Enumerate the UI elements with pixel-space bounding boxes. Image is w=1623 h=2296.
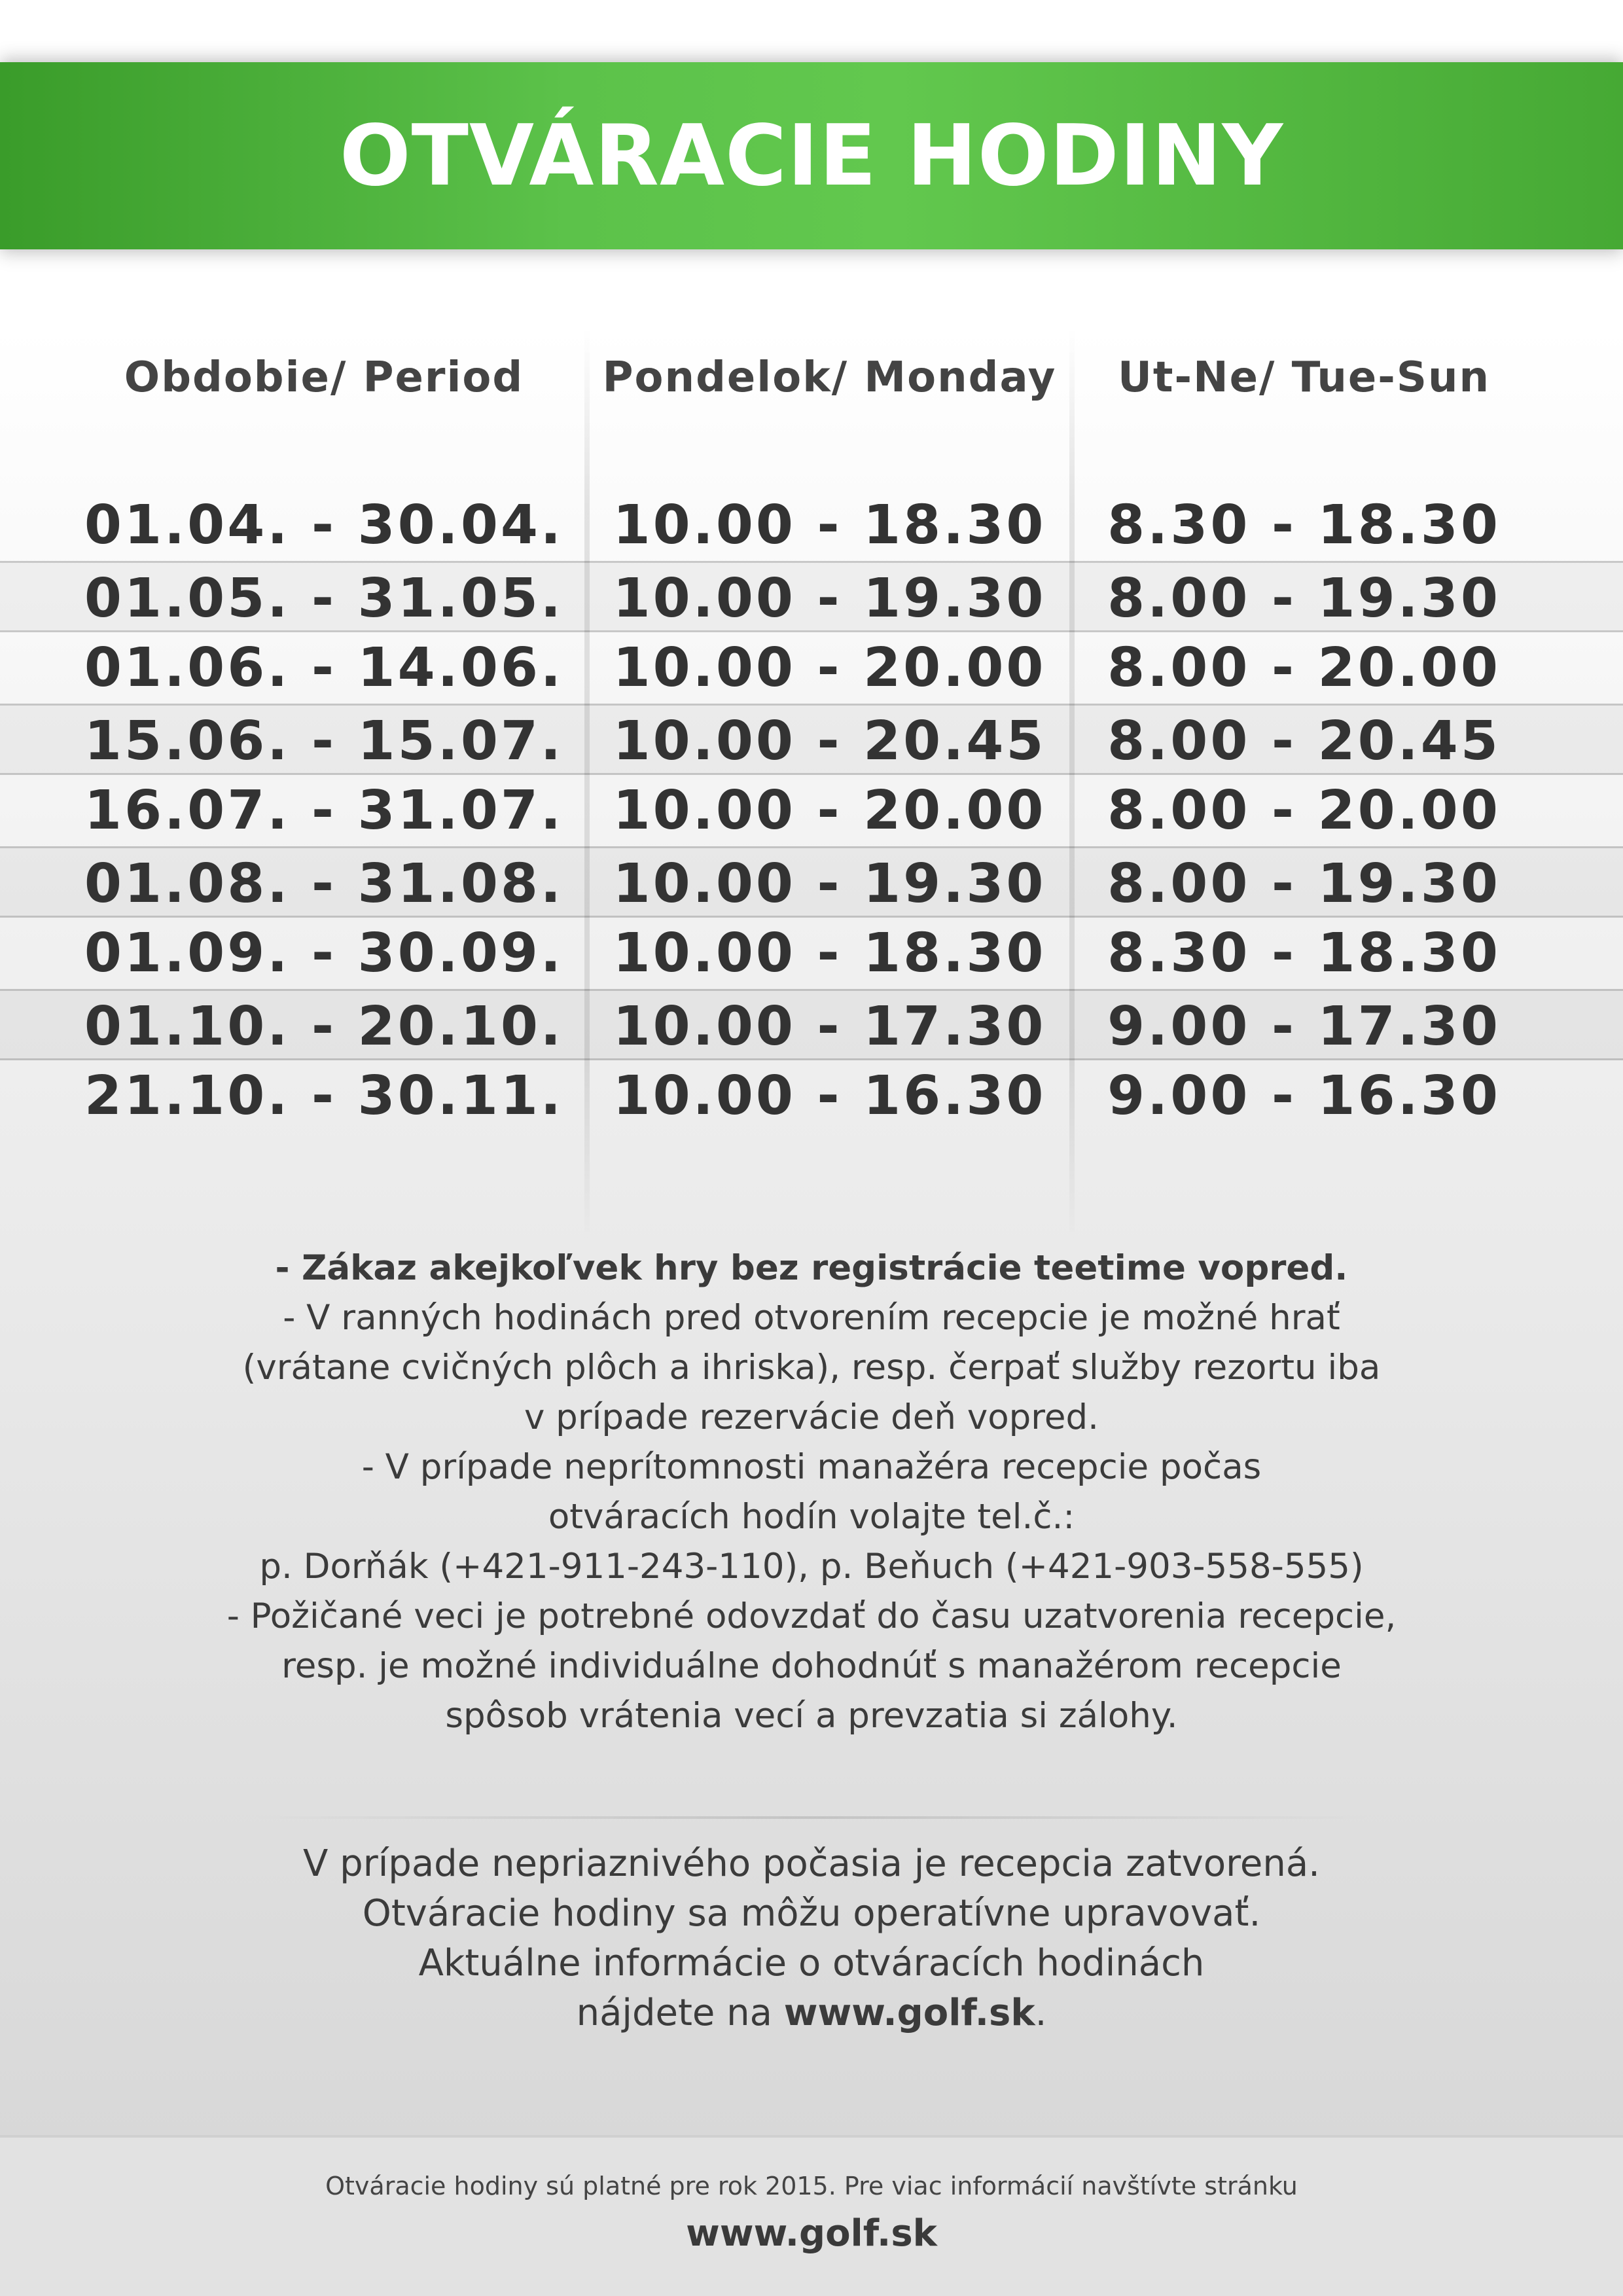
table-row <box>0 846 1623 918</box>
table-row <box>0 490 1623 561</box>
weather-notice <box>157 1839 1466 2038</box>
monday-cell: 10.00 - 20.00 <box>613 780 1046 842</box>
note-line: - Zákaz akejkoľvek hry bez registrácie teetime vopred. <box>275 1248 1348 1288</box>
title-banner <box>0 62 1623 249</box>
note-line: spôsob vrátenia vecí a prevzatia si zálohy. <box>445 1696 1178 1736</box>
table-row <box>0 1060 1623 1132</box>
section-divider <box>249 1816 1374 1819</box>
period-cell: 21.10. - 30.11. <box>84 1065 564 1127</box>
table-header <box>0 353 1623 412</box>
note-line: - V prípade neprítomnosti manažéra recepcie počas <box>361 1447 1262 1487</box>
monday-cell: 10.00 - 18.30 <box>613 922 1046 984</box>
note-line: resp. je možné individuálne dohodnúť s manažérom recepcie <box>281 1646 1342 1686</box>
header-monday: Pondelok/ Monday <box>602 353 1057 402</box>
page-title: OTVÁRACIE HODINY <box>339 107 1284 205</box>
period-cell: 16.07. - 31.07. <box>84 780 564 842</box>
monday-cell: 10.00 - 19.30 <box>613 853 1046 915</box>
period-cell: 01.10. - 20.10. <box>84 996 564 1058</box>
tue-sun-cell: 8.30 - 18.30 <box>1107 494 1501 556</box>
monday-cell: 10.00 - 19.30 <box>613 567 1046 630</box>
table-row <box>0 918 1623 989</box>
table-row <box>0 704 1623 775</box>
note-line: otváracích hodín volajte tel.č.: <box>548 1497 1075 1537</box>
tue-sun-cell: 8.00 - 19.30 <box>1107 567 1501 630</box>
monday-cell: 10.00 - 17.30 <box>613 996 1046 1058</box>
monday-cell: 10.00 - 18.30 <box>613 494 1046 556</box>
header-tue-sun: Ut-Ne/ Tue-Sun <box>1117 353 1491 402</box>
monday-cell: 10.00 - 16.30 <box>613 1065 1046 1127</box>
note-line: v prípade rezervácie deň vopred. <box>524 1397 1099 1437</box>
weather-line: V prípade nepriaznivého počasia je recepcia zatvorená. <box>303 1842 1320 1885</box>
tue-sun-cell: 8.00 - 20.00 <box>1107 637 1501 699</box>
weather-line-suffix: . <box>1035 1992 1047 2034</box>
table-row <box>0 561 1623 632</box>
tue-sun-cell: 8.00 - 19.30 <box>1107 853 1501 915</box>
tue-sun-cell: 9.00 - 17.30 <box>1107 996 1501 1058</box>
weather-line: Aktuálne informácie o otváracích hodinách <box>418 1942 1205 1984</box>
website-link[interactable]: www.golf.sk <box>783 1992 1035 2034</box>
tue-sun-cell: 9.00 - 16.30 <box>1107 1065 1501 1127</box>
period-cell: 15.06. - 15.07. <box>84 710 564 772</box>
table-row <box>0 632 1623 704</box>
weather-line-prefix: nájdete na <box>576 1992 784 2034</box>
period-cell: 01.05. - 31.05. <box>84 567 564 630</box>
tue-sun-cell: 8.00 - 20.45 <box>1107 710 1501 772</box>
tue-sun-cell: 8.30 - 18.30 <box>1107 922 1501 984</box>
footer-text: Otváracie hodiny sú platné pre rok 2015. Pre viac informácií navštívte stránku <box>325 2172 1298 2200</box>
period-cell: 01.09. - 30.09. <box>84 922 564 984</box>
header-period: Obdobie/ Period <box>124 353 524 402</box>
note-line: p. Dorňák (+421-911-243-110), p. Beňuch (+421-903-558-555) <box>259 1547 1364 1587</box>
footer-website-link[interactable]: www.golf.sk <box>686 2212 937 2255</box>
note-line: - V ranných hodinách pred otvorením recepcie je možné hrať <box>283 1298 1340 1338</box>
table-row <box>0 989 1623 1060</box>
period-cell: 01.06. - 14.06. <box>84 637 564 699</box>
monday-cell: 10.00 - 20.45 <box>613 710 1046 772</box>
table-row <box>0 775 1623 846</box>
period-cell: 01.04. - 30.04. <box>84 494 564 556</box>
note-line: - Požičané veci je potrebné odovzdať do času uzatvorenia recepcie, <box>226 1596 1397 1636</box>
monday-cell: 10.00 - 20.00 <box>613 637 1046 699</box>
weather-line: Otváracie hodiny sa môžu operatívne upravovať. <box>362 1892 1261 1935</box>
period-cell: 01.08. - 31.08. <box>84 853 564 915</box>
notes-section <box>157 1244 1466 1741</box>
footer <box>0 2135 1623 2296</box>
tue-sun-cell: 8.00 - 20.00 <box>1107 780 1501 842</box>
note-line: (vrátane cvičných plôch a ihriska), resp. čerpať služby rezortu iba <box>242 1348 1381 1388</box>
weather-line <box>157 1988 1466 2038</box>
